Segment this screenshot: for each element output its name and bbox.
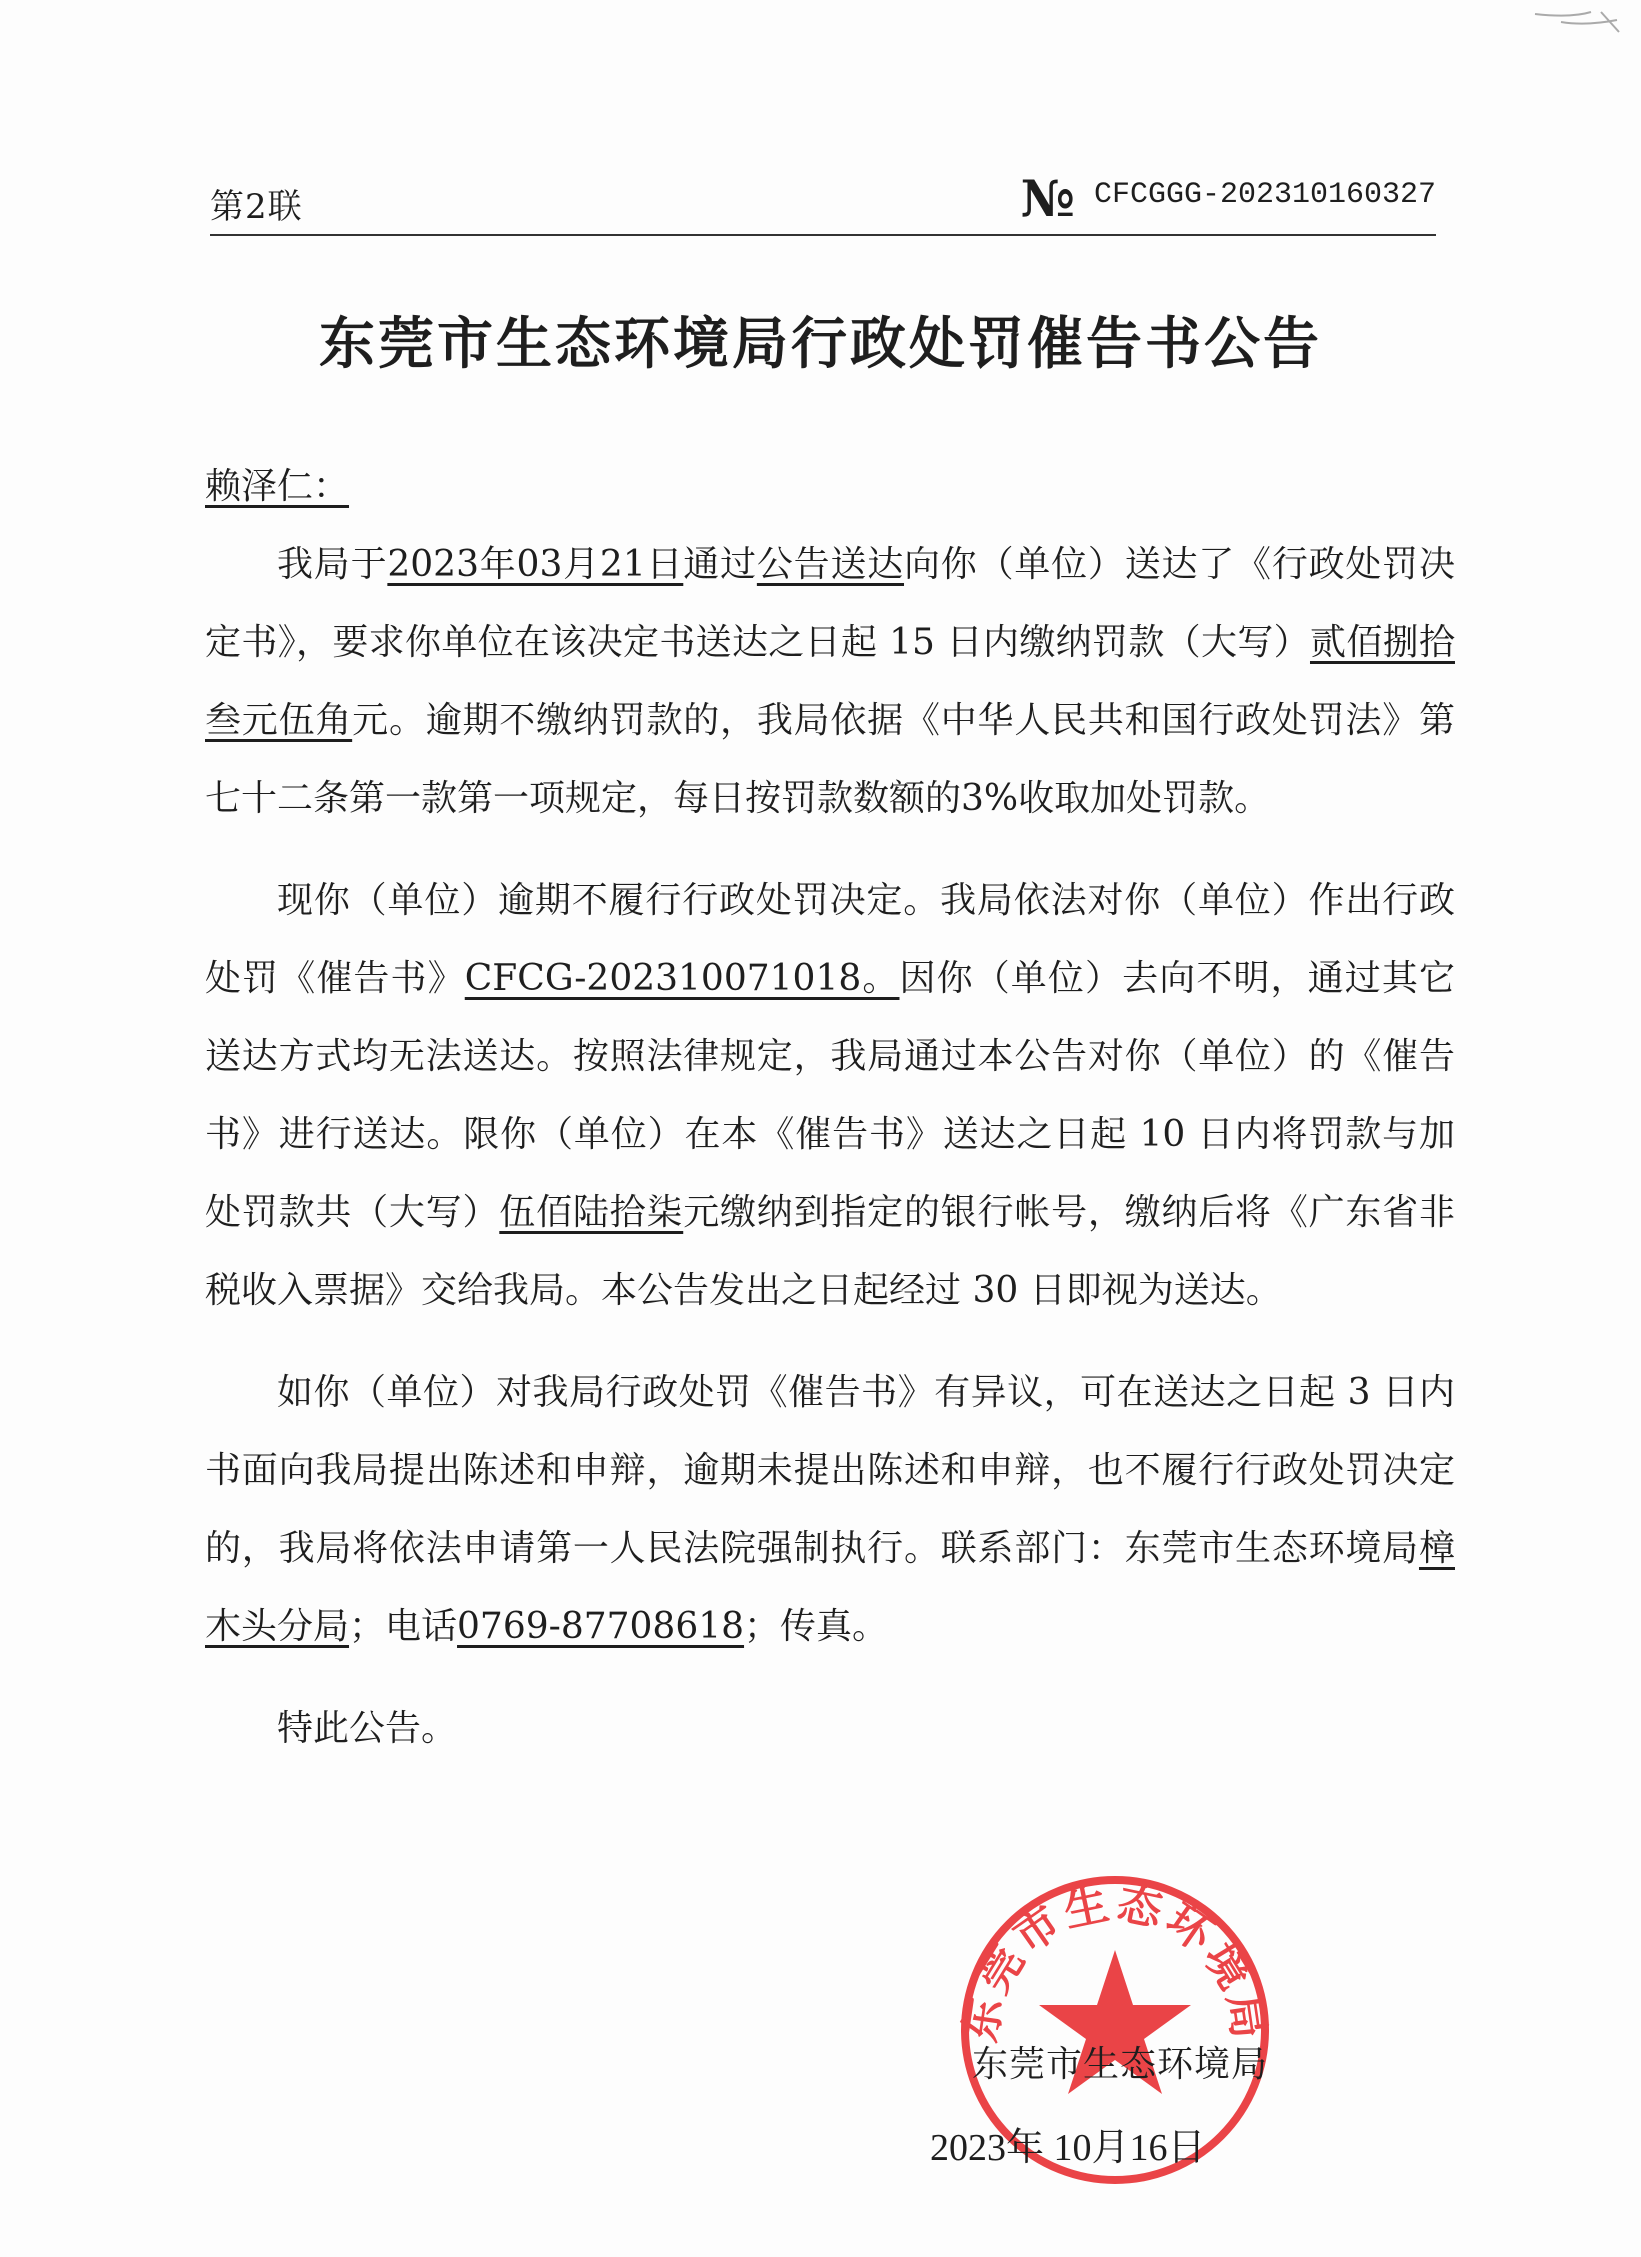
p1-text-4: 元。逾期不缴纳罚款的，我局依据《中华人民共和国行政处罚法》第七十二条第一款第一项规定，每日按罚款数额的3%收取加处罚款。: [205, 700, 1455, 819]
document-number-block: [1020, 169, 1436, 228]
addressee: [205, 448, 1455, 526]
document-body: [205, 448, 1455, 1768]
p3-text-1: 如你（单位）对我局行政处罚《催告书》有异议，可在送达之日起 3 日内书面向我局提出陈述和申辩，逾期未提出陈述和申辩，也不履行行政处罚决定的，我局将依法申请第一人民法院强制执行。联系部门：东莞市生态环境局: [205, 1372, 1455, 1569]
paragraph-2: [205, 862, 1455, 1330]
fine-amount: 贰佰捌拾叁元伍角: [205, 622, 1455, 741]
p2-text-2: 因你（单位）去向不明，通过其它送达方式均无法送达。按照法律规定，我局通过本公告对你（单位）的《催告书》进行送达。限你（单位）在本《催告书》送达之日起 10 日内将罚款与加处罚款共（大写）: [205, 958, 1455, 1233]
p1-text-2: 通过: [683, 544, 757, 585]
paragraph-3: [205, 1354, 1455, 1666]
p2-text-1: 现你（单位）逾期不履行行政处罚决定。我局依法对你（单位）作出行政处罚《催告书》: [205, 880, 1455, 999]
p1-text-3: 向你（单位）送达了《行政处罚决定书》，要求你单位在该决定书送达之日起 15 日内缴纳罚款（大写）: [205, 544, 1455, 663]
p3-text-2: ；电话: [349, 1606, 458, 1647]
document-number: CFCGGG-202310160327: [1093, 178, 1436, 212]
notice-number: CFCG-202310071018。: [464, 958, 900, 999]
p2-text-3: 元缴纳到指定的银行帐号，缴纳后将《广东省非税收入票据》交给我局。本公告发出之日起经过 30 日即视为送达。: [205, 1192, 1455, 1311]
delivery-date: 2023年03月21日: [387, 544, 684, 585]
p3-text-3: ；传真。: [744, 1606, 889, 1647]
addressee-name: 赖泽仁：: [205, 466, 350, 507]
document-header: [210, 169, 1436, 236]
paragraph-1: [205, 526, 1455, 838]
scan-mark: [1531, 8, 1621, 38]
total-amount: 伍佰陆拾柒: [499, 1192, 684, 1233]
copy-label: 第2联: [210, 187, 303, 227]
contact-phone: 0769-87708618: [457, 1606, 745, 1647]
delivery-method: 公告送达: [756, 544, 905, 585]
signature-org: 东莞市生态环境局: [972, 2044, 1269, 2085]
contact-branch: 樟木头分局: [205, 1528, 1455, 1647]
document-title: 东莞市生态环境局行政处罚催告书公告: [319, 312, 1322, 377]
seal-text: 东莞市生态环境局: [955, 1877, 1275, 2046]
p1-text-1: 我局于: [277, 544, 388, 585]
signature-date: 2023年 10月16日: [930, 2127, 1206, 2169]
closing-line: 特此公告。: [277, 1708, 458, 1749]
number-symbol: №: [1020, 169, 1075, 228]
